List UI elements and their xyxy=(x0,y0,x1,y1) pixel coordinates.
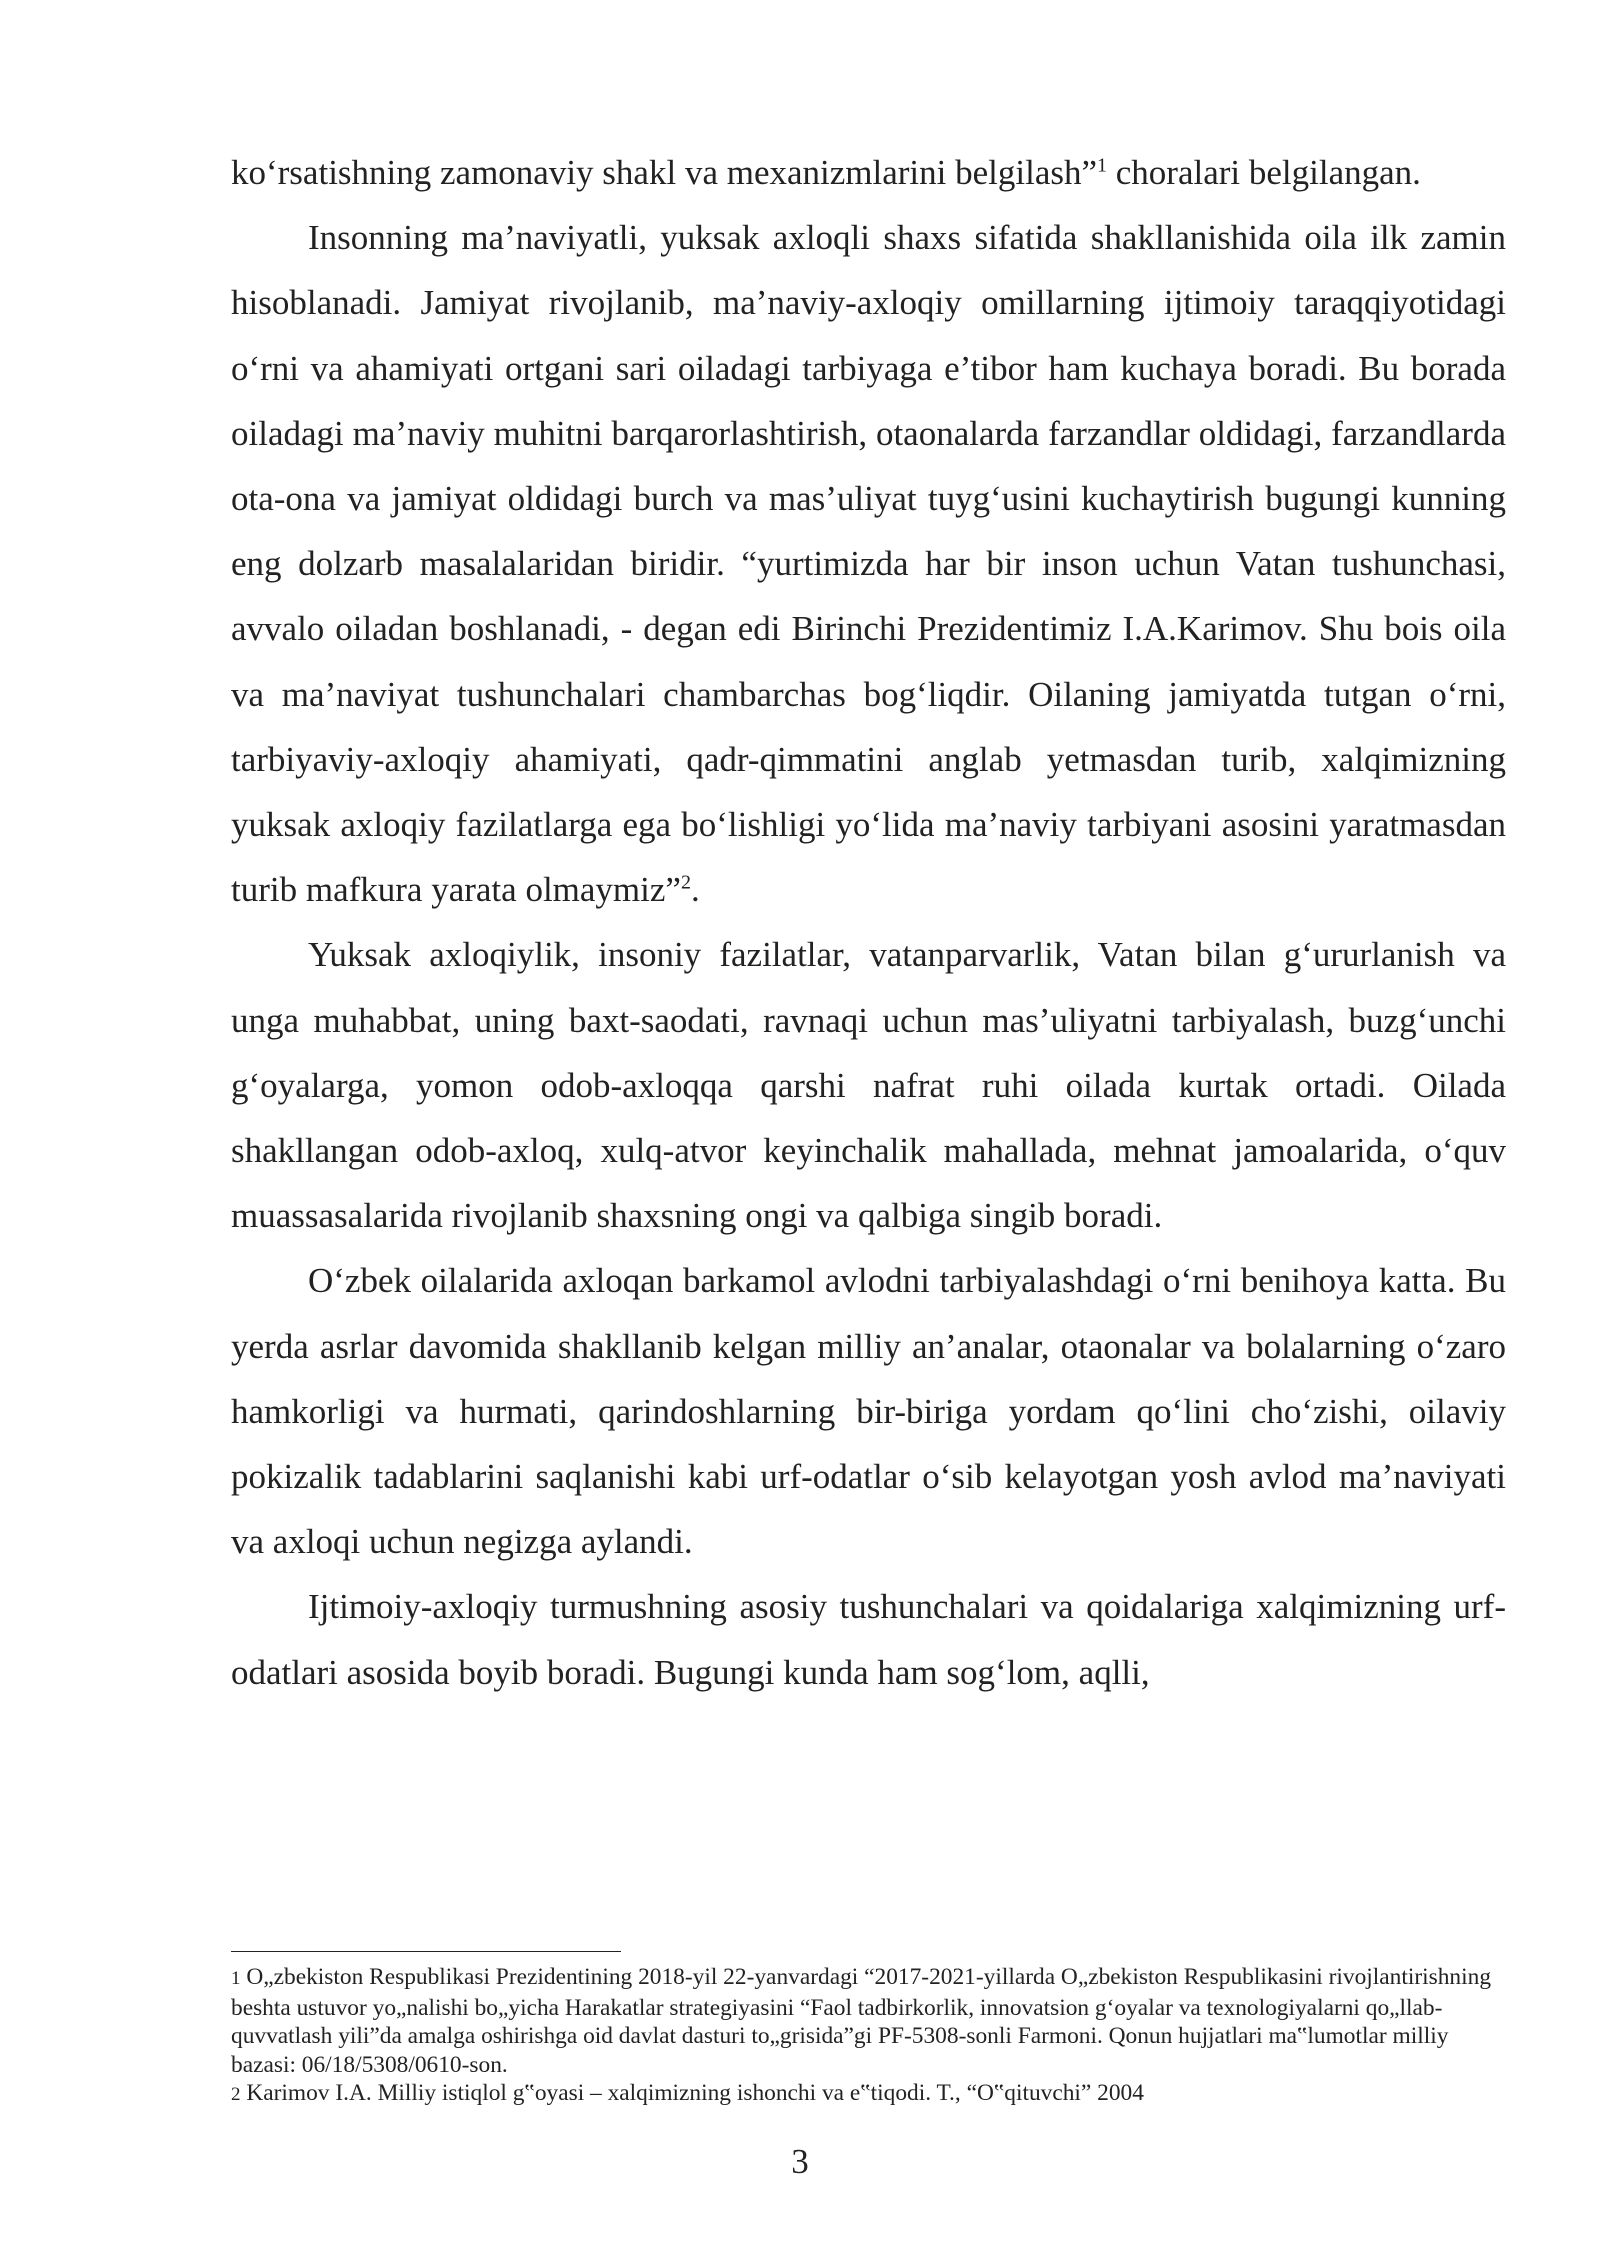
footnote-1-number: 1 xyxy=(231,1968,241,1989)
footnote-ref-1[interactable]: 1 xyxy=(1097,154,1108,177)
footnote-1-text: O„zbekiston Respublikasi Prezidentining 2018-yil 22-yanvardagi “2017-2021-yillarda O„zbekiston Respublikasini rivojlantirishning beshta ustuvor yo„nalishi bo„yicha Harakatlar strategiyasini “Faol tadbirkorlik, innovatsion g‘oyalar va texnologiyalarni qo„llab-quvvatlash yili”da amalga oshirishga oid davlat dasturi to„grisida”gi PF-5308-sonli Farmoni. Qonun hujjatlari ma‟lumotlar milliy bazasi: 06/18/5308/0610-son. xyxy=(231,1964,1492,2078)
footnote-2 xyxy=(231,2079,1506,2110)
footnote-2-text: Karimov I.A. Milliy istiqlol g‟oyasi – xalqimizning ishonchi va e‟tiqodi. T., “O‟qituvchi” 2004 xyxy=(240,2080,1144,2107)
footnote-separator xyxy=(231,1951,621,1952)
paragraph-2-tail: . xyxy=(690,870,700,910)
footnote-1 xyxy=(231,1963,1506,2079)
page-number: 3 xyxy=(791,2142,809,2181)
document-body xyxy=(231,140,1506,1705)
footnote-ref-2[interactable]: 2 xyxy=(680,871,691,894)
paragraph-3: Yuksak axloqiylik, insoniy fazilatlar, vatanparvarlik, Vatan bilan g‘ururlanish va unga muhabbat, uning baxt-saodati, ravnaqi uchun mas’uliyatni tarbiyalash, buzg‘unchi g‘oyalarga, yomon odob-axloqqa qarshi nafrat ruhi oilada kurtak ortadi. Oilada shakllangan odob-axloq, xulq-atvor keyinchalik mahallada, mehnat jamoalarida, o‘quv muassasalarida rivojlanib shaxsning ongi va qalbiga singib boradi. xyxy=(231,935,1506,1236)
paragraph-4: O‘zbek oilalarida axloqan barkamol avlodni tarbiyalashdagi o‘rni benihoya katta. Bu yerda asrlar davomida shakllanib kelgan milliy an’analar, otaonalar va bolalarning o‘zaro hamkorligi va hurmati, qarindoshlarning bir-biriga yordam qo‘lini cho‘zishi, oilaviy pokizalik tadablarini saqlanishi kabi urf-odatlar o‘sib kelayotgan yosh avlod ma’naviyati va axloqi uchun negizga aylandi. xyxy=(231,1261,1506,1562)
paragraph-2-text: Insonning ma’naviyatli, yuksak axloqli shaxs sifatida shakllanishida oila ilk zamin hisoblanadi. Jamiyat rivojlanib, ma’naviy-axloqiy omillarning ijtimoiy taraqqiyotidagi o‘rni va ahamiyati ortgani sari oiladagi tarbiyaga e’tibor ham kuchaya boradi. Bu borada oiladagi ma’naviy muhitni barqarorlashtirish, otaonalarda farzandlar oldidagi, farzandlarda ota-ona va jamiyat oldidagi burch va mas’uliyat tuyg‘usini kuchaytirish bugungi kunning eng dolzarb masalalaridan biridir. “yurtimizda har bir inson uchun Vatan tushunchasi, avvalo oiladan boshlanadi, - degan edi Birinchi Prezidentimiz I.A.Karimov. Shu bois oila va ma’naviyat tushunchalari chambarchas bog‘liqdir. Oilaning jamiyatda tutgan o‘rni, tarbiyaviy-axloqiy ahamiyati, qadr-qimmatini anglab yetmasdan turib, xalqimizning yuksak axloqiy fazilatlarga ega bo‘lishligi yo‘lida ma’naviy tarbiyani asosini yaratmasdan turib mafkura yarata olmaymiz” xyxy=(231,218,1506,910)
paragraph-5: Ijtimoiy-axloqiy turmushning asosiy tushunchalari va qoidalariga xalqimizning urf-odatlari asosida boyib boradi. Bugungi kunda ham sog‘lom, aqlli, xyxy=(231,1587,1506,1692)
footnote-2-number: 2 xyxy=(231,2084,241,2106)
paragraph-1 xyxy=(231,140,1506,205)
paragraph-1-tail: choralari belgilangan. xyxy=(1107,153,1421,192)
paragraph-1-text: ko‘rsatishning zamonaviy shakl va mexanizmlarini belgilash” xyxy=(231,153,1098,192)
paragraph-2 xyxy=(231,205,1506,922)
footnotes xyxy=(231,1963,1506,2110)
